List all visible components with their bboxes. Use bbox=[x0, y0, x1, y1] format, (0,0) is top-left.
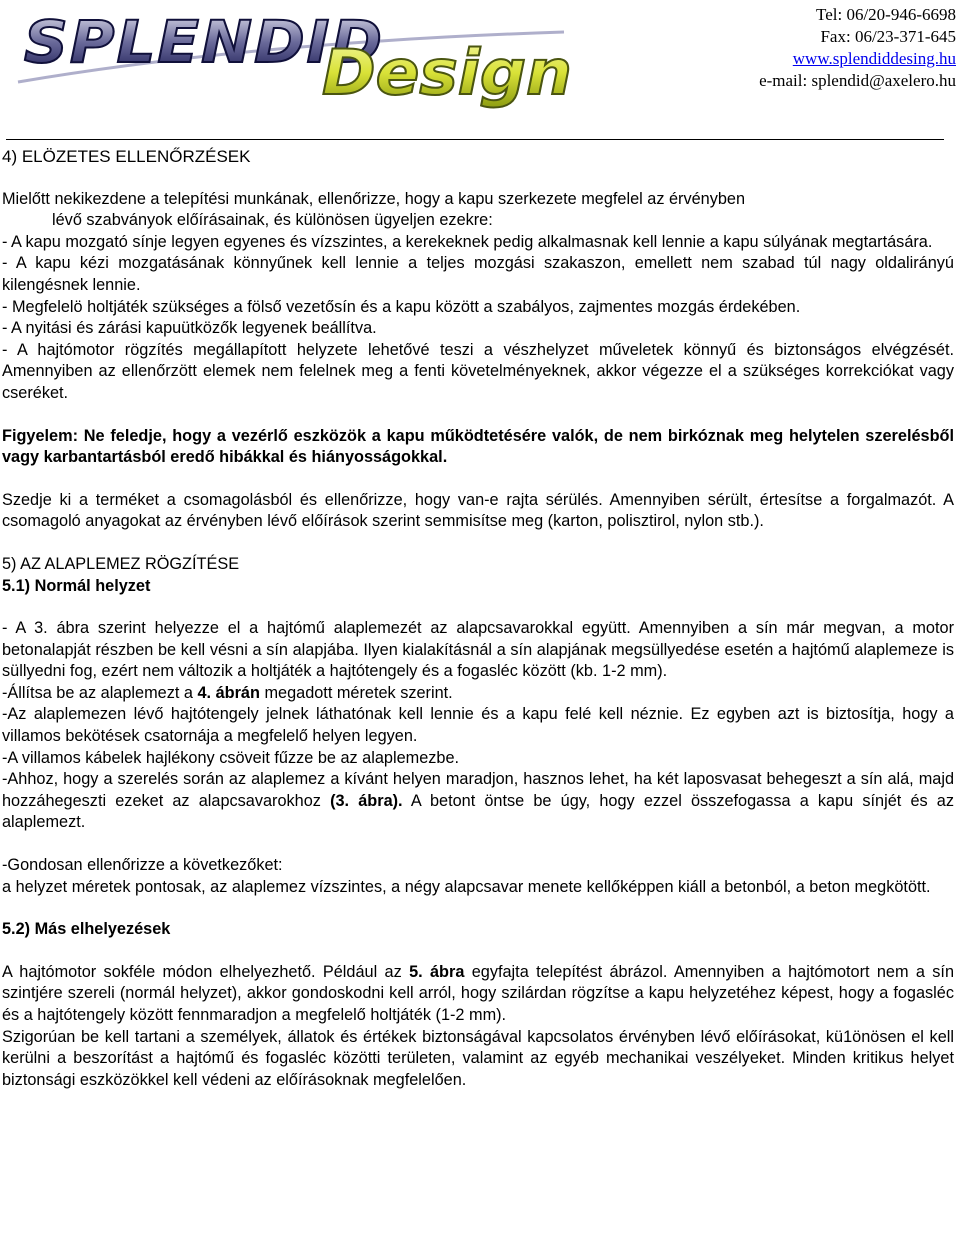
intro-line-2: lévő szabványok előírásainak, és különösen ügyeljen ezekre: bbox=[52, 211, 493, 230]
paragraph-shaft-mark: -Az alaplemezen lévő hajtótengely jelnek láthatónak kell lennie és a kapu felé kell néznie. Ez egyben azt is biztosítja, hogy a villamos bekötések csatornája a megfelelő helyen legyen. bbox=[2, 705, 954, 746]
check-heading: -Gondosan ellenőrizze a következőket: bbox=[2, 856, 283, 875]
splendid-design-logo bbox=[4, 2, 644, 110]
unpack-paragraph: Szedje ki a terméket a csomagolásból és ellenőrizze, hogy van-e rajta sérülés. Amennyiben sérült, értesítse a forgalmazót. A csomagoló anyagokat az érvényben lévő előírások szerint semmisítse meg (karton, polisztirol, nylon stb.). bbox=[2, 490, 954, 531]
check-item-play: - Megfelelö holtjáték szükséges a fölső vezetősín és a kapu között a szabályos, zajmentes mozgás érdekében. bbox=[2, 297, 801, 316]
logo-text-design: Design bbox=[322, 36, 572, 109]
contact-block bbox=[759, 4, 956, 92]
email-address: e-mail: splendid@axelero.hu bbox=[759, 71, 956, 90]
header-divider bbox=[6, 139, 944, 140]
warning-paragraph: Figyelem: Ne feledje, hogy a vezérlő eszközök a kapu működtetésére valók, de nem birkóznak meg helytelen szerelésből vagy karbantartásból eredő hibákkal és hiányosságokkal. bbox=[2, 426, 954, 467]
paragraph-adjust: -Állítsa be az alaplemezt a 4. ábrán megadott méretek szerint. bbox=[2, 683, 453, 702]
check-paragraph: a helyzet méretek pontosak, az alaplemez vízszintes, a négy alapcsavar menete kellőképpen kiáll a betonból, a beton megkötött. bbox=[2, 877, 931, 896]
check-item-rail: - A kapu mozgató sínje legyen egyenes és vízszintes, a kerekeknek pedig alkalmasnak kell lennie a kapu súlyának megtartására. bbox=[2, 232, 933, 251]
logo-text-splendid: SPLENDID bbox=[24, 8, 385, 76]
website-link[interactable]: www.splendiddesing.hu bbox=[792, 49, 956, 68]
paragraph-other-placement: A hajtómotor sokféle módon elhelyezhető. Például az 5. ábra egyfajta telepítést ábrázol. Amennyiben a hajtómotort nem a sín szintjére szereli (normál helyzet), akkor gondoskodni kell arról, hogy szilárdan rögzítse a kapu helyzetéhez képest, hogy a fogasléc és a hajtótengely között fennmaradjon a megfelelő holtjáték (1-2 mm). bbox=[2, 962, 954, 1024]
check-item-stops: - A nyitási és zárási kapuütközők legyenek beállítva. bbox=[2, 319, 377, 338]
page-header bbox=[0, 0, 960, 110]
section-4-heading: 4) ELÖZETES ELLENŐRZÉSEK bbox=[2, 147, 251, 166]
intro-line-1: Mielőtt nekikezdene a telepítési munkának, ellenőrizze, hogy a kapu szerkezete megfelel az érvényben bbox=[2, 189, 746, 208]
phone-number: Tel: 06/20-946-6698 bbox=[816, 5, 956, 24]
paragraph-welding: -Ahhoz, hogy a szerelés során az alaplemez a kívánt helyen maradjon, hasznos lehet, ha két laposvasat behegeszt a sín alá, majd hozzáhegeszti ezeket az alapcsavarokhoz (3. ábra). A betont öntse be úgy, hogy ezzel összefogassa a kapu sínjét és az alaplemezt. bbox=[2, 770, 954, 832]
paragraph-safety: Szigorúan be kell tartani a személyek, állatok és értékek biztonságával kapcsolatos érvényben lévő előírásokat, kü1önösen el kell kerülni a beszorítást a hajtómű és fogasléc közötti területen, valamint az egyéb mechanikai veszélyeket. Minden kritikus helyet biztonsági eszközökkel kell védeni az előírásoknak megfelelően. bbox=[2, 1027, 954, 1089]
check-item-manual: - A kapu kézi mozgatásának könnyűnek kell lennie a teljes mozgási szakaszon, emellett nem szabad túl nagy oldalirányú kilengésnek lennie. bbox=[2, 254, 954, 294]
paragraph-placement: - A 3. ábra szerint helyezze el a hajtómű alaplemezét az alapcsavarokkal együtt. Amennyiben a sín már megvan, a motor betonalapját részben be kell vésni a sín alapjába. Ilyen kialakításnál a sín alapjának megsüllyedése esetén a hajtómű alaplemeze is süllyedni fog, ezért nem változik a holtjáték a hajtótengely és a fogasléc között (kb. 1-2 mm). bbox=[2, 619, 954, 681]
section-5-1-heading: 5.1) Normál helyzet bbox=[2, 576, 151, 595]
check-item-motor: - A hajtómotor rögzítés megállapított helyzete lehetővé teszi a vészhelyzet műveletek könnyű és biztonságos elvégzését. Amennyiben az ellenőrzött elemek nem felelnek meg a fenti követelményeknek, akkor végezze el a szükséges korrekciókat vagy cseréket. bbox=[2, 340, 954, 402]
document-body bbox=[2, 146, 954, 1091]
section-5-2-heading: 5.2) Más elhelyezések bbox=[2, 920, 171, 939]
fax-number: Fax: 06/23-371-645 bbox=[820, 27, 956, 46]
section-5-heading: 5) AZ ALAPLEMEZ RÖGZÍTÉSE bbox=[2, 554, 240, 573]
paragraph-cables: -A villamos kábelek hajlékony csöveit fűzze be az alaplemezbe. bbox=[2, 748, 460, 767]
